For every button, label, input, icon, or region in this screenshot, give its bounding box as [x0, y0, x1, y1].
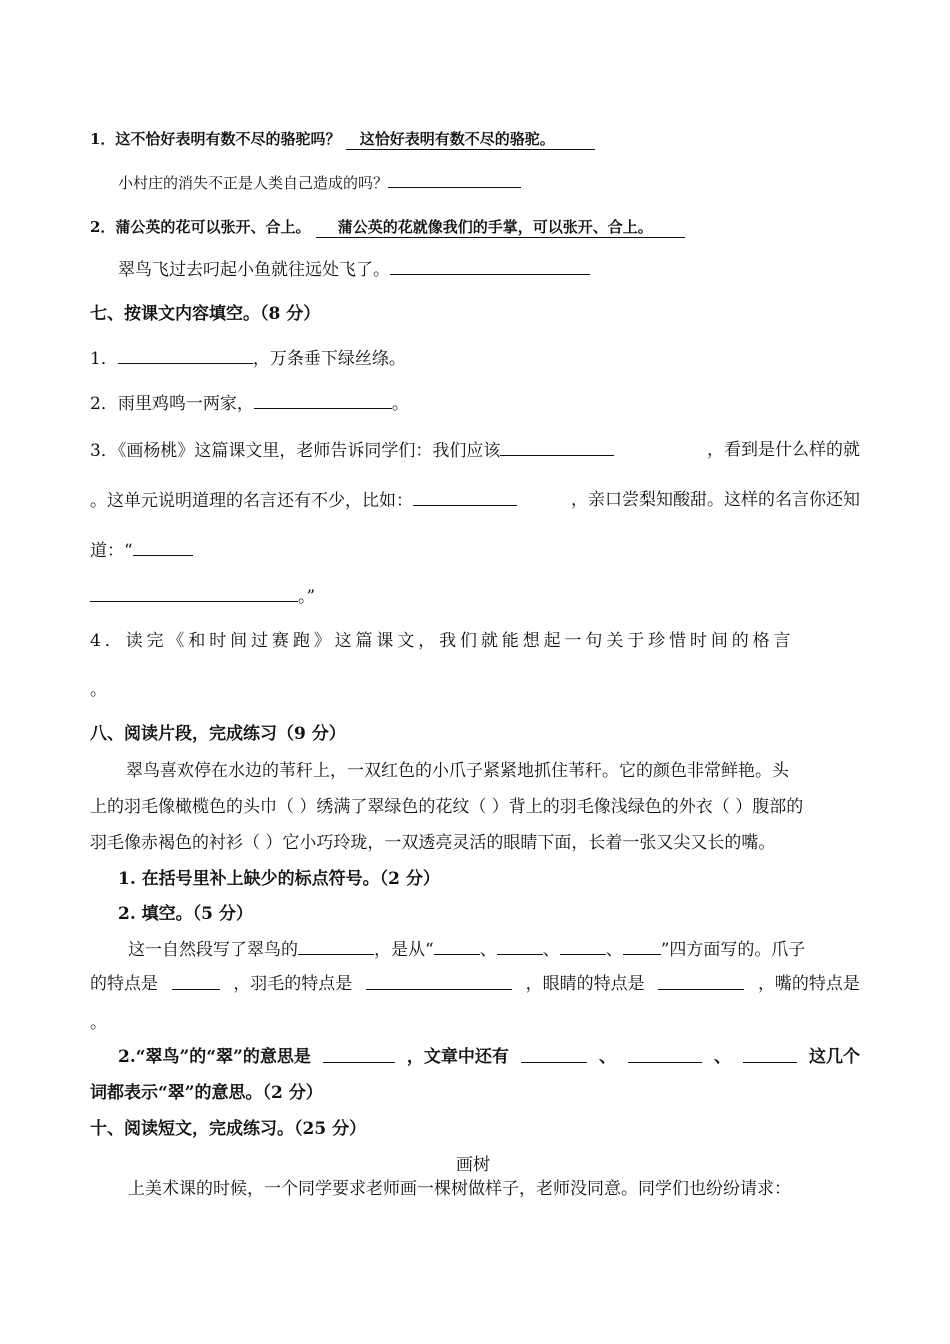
- answer-blank[interactable]: [413, 488, 517, 506]
- separator: 、: [542, 940, 560, 960]
- answer-blank[interactable]: [254, 391, 392, 409]
- separator: 、: [713, 1047, 731, 1067]
- item-text: ，嘴的特点是: [757, 974, 860, 994]
- question-text: 小村庄的消失不正是人类自己造成的吗？: [118, 174, 389, 192]
- item-text: 2．雨里鸡鸣一两家，: [90, 394, 254, 414]
- sentence-rewrite-q2: [90, 215, 685, 239]
- item-text: ”四方面写的。爪子: [660, 940, 806, 960]
- fill-item-3-line1: [90, 438, 860, 463]
- sentence-rewrite-q1: [90, 127, 595, 151]
- item-text: ，万条垂下绿丝绦。: [252, 349, 406, 369]
- item-number: 1．: [90, 349, 118, 369]
- exercise-q2-fill-end: 。: [90, 1013, 107, 1033]
- item-text: ，眼睛的特点是: [525, 974, 645, 994]
- answer-blank[interactable]: [628, 1045, 702, 1063]
- reading-paragraph-line2: 上的羽毛像橄榄色的头巾（ ）绣满了翠绿色的花纹（ ）背上的羽毛像浅绿色的外衣（ ）腹部的: [90, 797, 804, 817]
- item-text: ，羽毛的特点是: [233, 974, 353, 994]
- section-7-title: 七、按课文内容填空。（8 分）: [90, 304, 321, 324]
- item-text: ，看到是什么样的就: [707, 440, 860, 460]
- answer-blank[interactable]: [658, 972, 744, 990]
- answer-text: 这恰好表明有数不尽的骆驼。: [346, 130, 595, 150]
- answer-blank[interactable]: [172, 972, 220, 990]
- question-text: 1．这不恰好表明有数不尽的骆驼吗？: [90, 130, 341, 148]
- answer-blank[interactable]: [497, 937, 543, 955]
- separator: 、: [605, 940, 623, 960]
- answer-blank[interactable]: [500, 438, 614, 456]
- question-text: 翠鸟飞过去叼起小鱼就往远处飞了。: [118, 260, 390, 280]
- story-title: 画树: [456, 1155, 490, 1175]
- answer-blank[interactable]: [366, 972, 512, 990]
- reading-paragraph-line3: 羽毛像赤褐色的衬衫（ ）它小巧玲珑，一双透亮灵活的眼睛下面，长着一张又尖又长的嘴。: [90, 833, 776, 853]
- story-paragraph-line1: 上美术课的时候，一个同学要求老师画一棵树做样子，老师没同意。同学们也纷纷请求：: [128, 1179, 791, 1199]
- fill-item-3-line2: [90, 488, 860, 513]
- item-text: ，是从“: [374, 940, 434, 960]
- reading-paragraph-line1: 翠鸟喜欢停在水边的苇秆上，一双红色的小爪子紧紧地抓住苇秆。它的颜色非常鲜艳。头: [126, 761, 789, 781]
- answer-blank[interactable]: [298, 937, 374, 955]
- answer-blank[interactable]: [623, 937, 661, 955]
- fill-item-4: 4．读完《和时间过赛跑》这篇课文，我们就能想起一句关于珍惜时间的格言: [90, 631, 795, 651]
- answer-blank[interactable]: [118, 346, 253, 364]
- answer-blank[interactable]: [390, 257, 590, 275]
- question-text: 2．蒲公英的花可以张开、合上。: [90, 218, 311, 236]
- fill-item-1: [90, 346, 406, 371]
- fill-item-2: [90, 391, 409, 416]
- answer-blank[interactable]: [434, 937, 480, 955]
- fill-item-4-end: 。: [90, 680, 107, 700]
- sentence-rewrite-q1-sub: [118, 170, 521, 195]
- answer-blank[interactable]: [133, 538, 193, 556]
- exercise-q2-fill-line1: [128, 937, 805, 962]
- answer-blank[interactable]: [388, 170, 521, 188]
- exercise-q3-line2: 词都表示“翠”的意思。（2 分）: [90, 1083, 323, 1103]
- item-text: 3．《画杨桃》这篇课文里，老师告诉同学们：我们应该: [90, 441, 501, 461]
- section-10-title: 十、阅读短文，完成练习。（25 分）: [90, 1119, 367, 1139]
- exercise-q3-line1: [90, 1045, 860, 1069]
- fill-item-3-line3: [90, 538, 193, 563]
- item-text: ，文章中还有: [406, 1047, 509, 1067]
- answer-blank[interactable]: [90, 584, 298, 602]
- item-text: 2.“翠鸟”的“翠”的意思是: [118, 1047, 311, 1067]
- item-text: 的特点是: [90, 974, 158, 994]
- answer-blank[interactable]: [323, 1045, 395, 1063]
- answer-blank[interactable]: [521, 1045, 587, 1063]
- exercise-q2-fill-line2: [90, 972, 860, 996]
- exercise-q1: 1. 在括号里补上缺少的标点符号。（2 分）: [118, 869, 440, 889]
- item-text: 。”: [298, 587, 316, 607]
- exercise-q2: 2. 填空。（5 分）: [118, 904, 253, 924]
- answer-blank[interactable]: [560, 937, 606, 955]
- item-text: 这几个: [809, 1047, 860, 1067]
- section-8-title: 八、阅读片段，完成练习（9 分）: [90, 724, 346, 744]
- answer-text: 蒲公英的花就像我们的手掌，可以张开、合上。: [316, 218, 685, 238]
- item-text: ，亲口尝梨知酸甜。这样的名言你还知: [571, 490, 860, 510]
- separator: 、: [479, 940, 497, 960]
- sentence-rewrite-q2-sub: [118, 257, 590, 282]
- item-text: 。这单元说明道理的名言还有不少，比如：: [90, 491, 413, 511]
- item-text-end: 。: [391, 394, 409, 414]
- item-text: 道：“: [90, 541, 133, 561]
- item-text: 这一自然段写了翠鸟的: [128, 940, 298, 960]
- fill-item-3-line4: [90, 584, 315, 609]
- separator: 、: [598, 1047, 616, 1067]
- answer-blank[interactable]: [743, 1045, 797, 1063]
